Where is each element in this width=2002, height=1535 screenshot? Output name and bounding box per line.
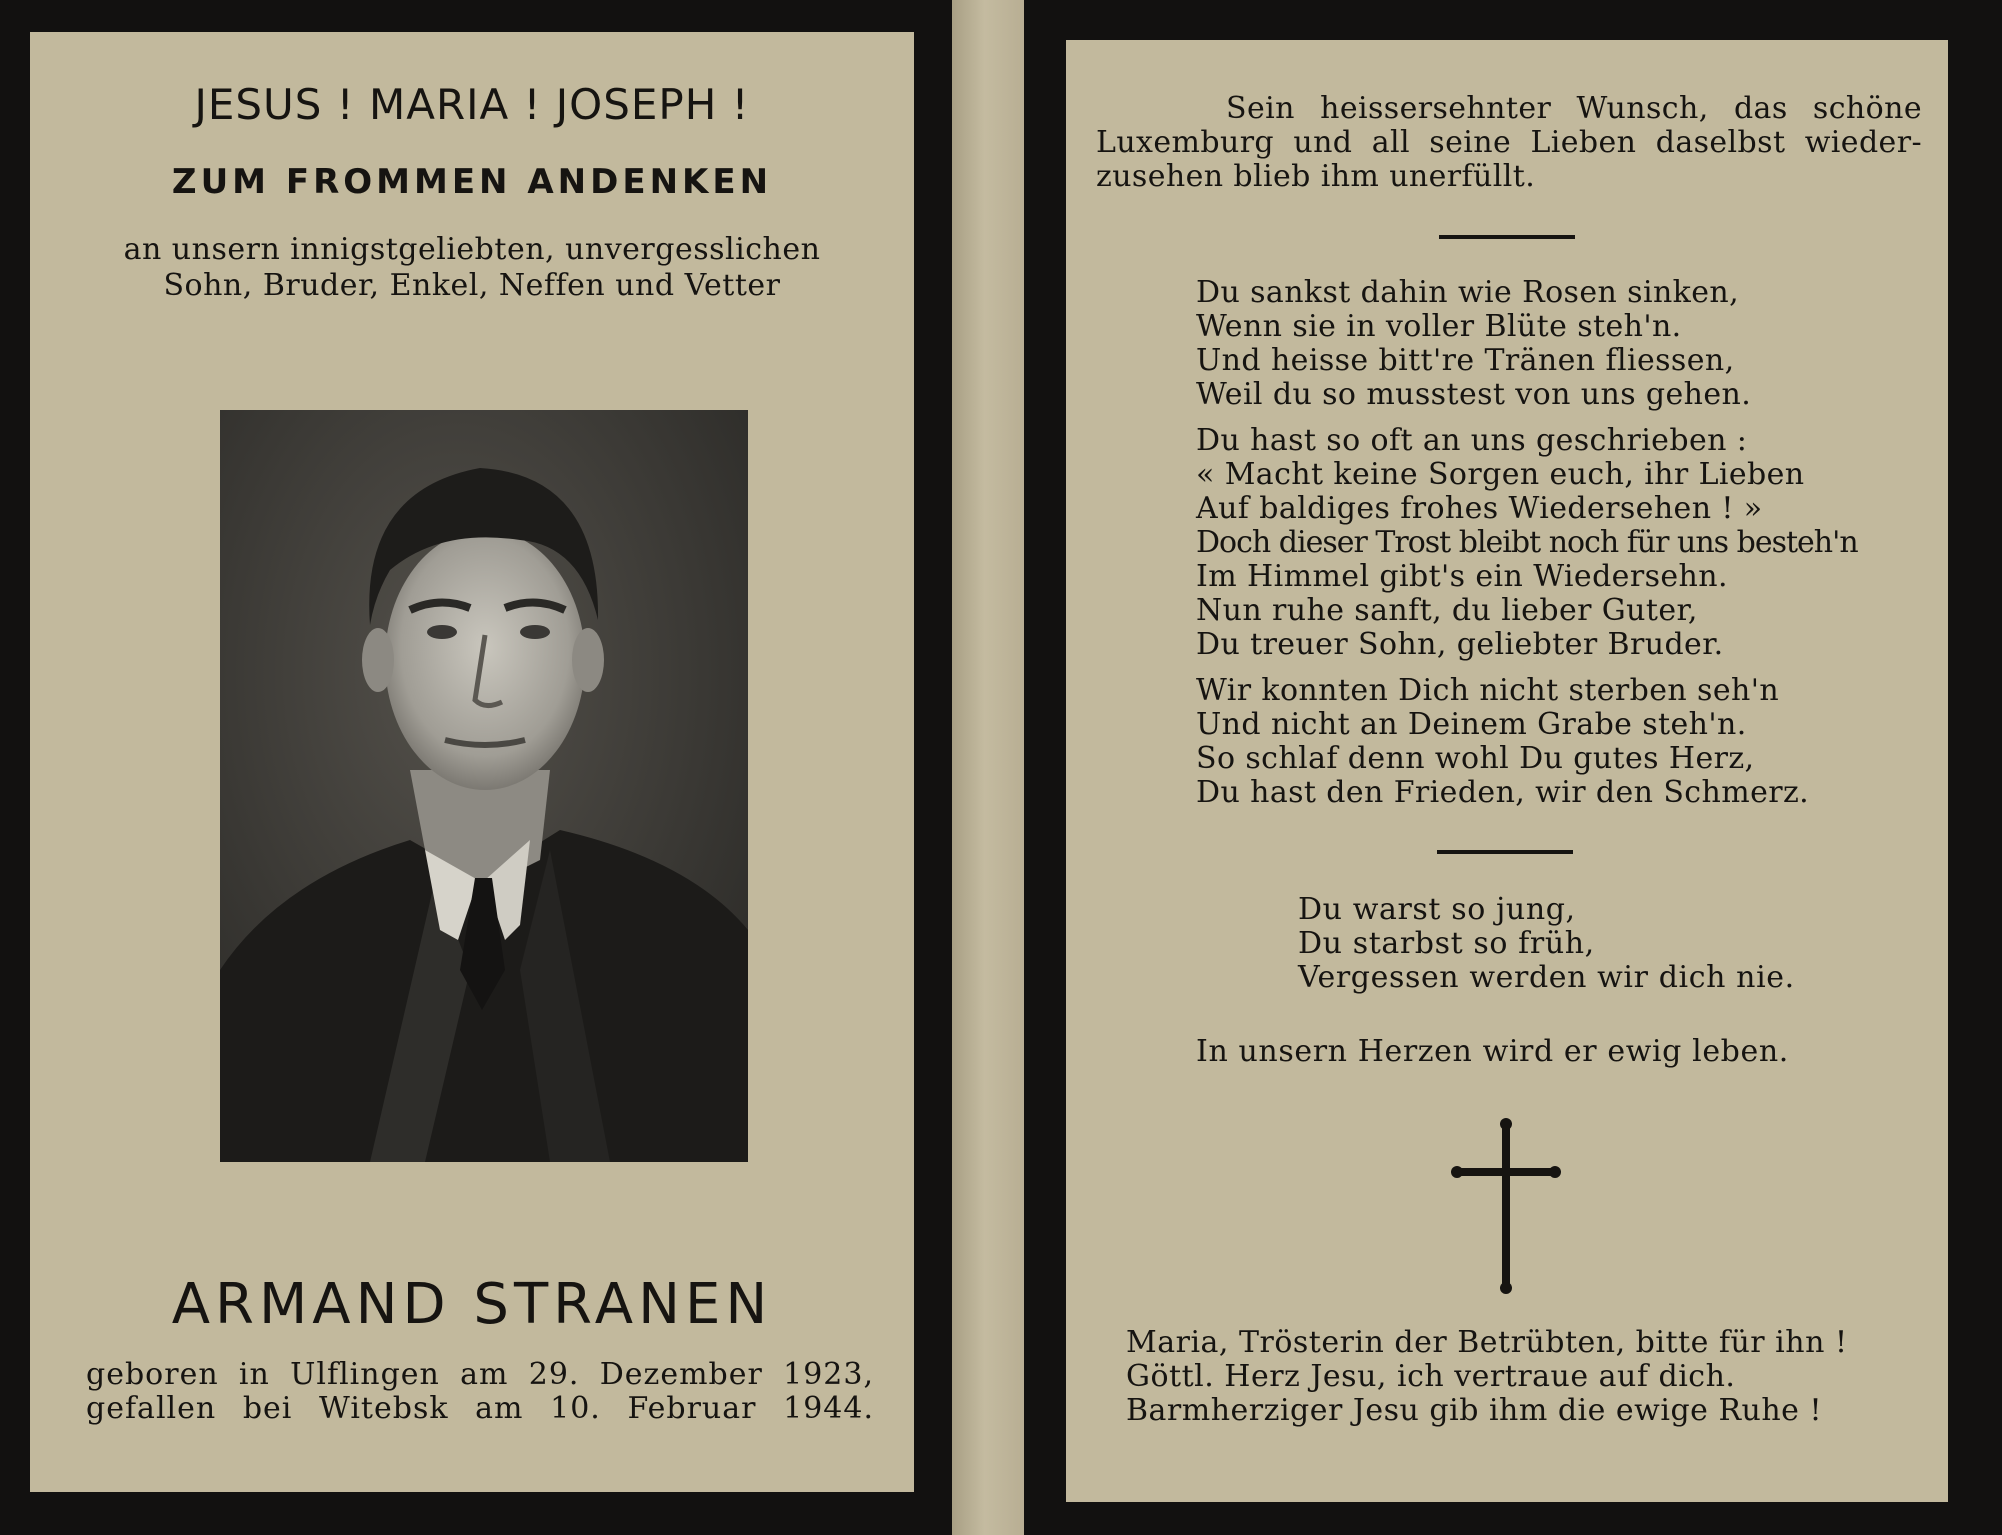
wish-paragraph <box>1096 92 1922 194</box>
poem-line: Und nicht an Deinem Grabe steh'n. <box>1196 707 1747 742</box>
vital-dates <box>86 1358 874 1426</box>
heading: ZUM FROMMEN ANDENKEN <box>171 162 773 202</box>
right-card <box>1066 40 1948 1502</box>
poem-line: Doch dieser Trost bleibt noch für uns besteh'n <box>1196 525 1858 560</box>
poem-stanza <box>1196 674 1916 810</box>
poem <box>1196 276 1916 822</box>
poem-line: Und heisse bitt're Tränen fliessen, <box>1196 343 1735 378</box>
divider-rule <box>1439 235 1575 239</box>
poem-line: Im Himmel gibt's ein Wiedersehn. <box>1196 559 1728 594</box>
verse-line: Du starbst so früh, <box>1298 926 1595 961</box>
poem-line: Auf baldiges frohes Wiedersehen ! » <box>1196 491 1763 526</box>
divider-rule <box>1437 850 1573 854</box>
birth-line: geboren in Ulflingen am 29. Dezember 1923, <box>86 1357 874 1392</box>
poem-line: Du treuer Sohn, geliebter Bruder. <box>1196 627 1724 662</box>
poem-line: Wenn sie in voller Blüte steh'n. <box>1196 309 1682 344</box>
poem-line: So schlaf denn wohl Du gutes Herz, <box>1196 741 1755 776</box>
invocation: JESUS ! MARIA ! JOSEPH ! <box>194 80 750 129</box>
poem-line: Du sankst dahin wie Rosen sinken, <box>1196 275 1740 310</box>
prayer-line: Maria, Trösterin der Betrübten, bitte für ihn ! <box>1126 1325 1848 1360</box>
poem-line: Weil du so musstest von uns gehen. <box>1196 377 1752 412</box>
poem-line: Nun ruhe sanft, du lieber Guter, <box>1196 593 1698 628</box>
poem-line: Wir konnten Dich nicht sterben seh'n <box>1196 673 1780 708</box>
dedication-line: Sohn, Bruder, Enkel, Neffen und Vetter <box>163 268 781 303</box>
wish-line: Sein heissersehnter Wunsch, das schöne <box>1226 91 1922 126</box>
prayers <box>1126 1326 1848 1428</box>
closing-line: In unsern Herzen wird er ewig leben. <box>1196 1034 1789 1069</box>
prayer-line: Barmherziger Jesu gib ihm die ewige Ruhe ! <box>1126 1393 1823 1428</box>
verse-line: Vergessen werden wir dich nie. <box>1298 960 1795 995</box>
left-card <box>30 32 914 1492</box>
poem-stanza <box>1196 424 1916 662</box>
portrait-image <box>220 410 748 1162</box>
death-line: gefallen bei Witebsk am 10. Februar 1944. <box>86 1391 874 1426</box>
wish-line: Luxemburg und all seine Lieben daselbst wieder- <box>1096 125 1922 160</box>
poem-line: Du hast so oft an uns geschrieben : <box>1196 423 1748 458</box>
center-fold <box>952 0 1024 1535</box>
portrait-photo <box>220 410 748 1162</box>
latin-cross-icon <box>1451 1118 1561 1294</box>
prayer-line: Göttl. Herz Jesu, ich vertraue auf dich. <box>1126 1359 1736 1394</box>
wish-line: zusehen blieb ihm unerfüllt. <box>1096 159 1536 194</box>
short-verse <box>1298 893 1795 995</box>
deceased-name: ARMAND STRANEN <box>171 1272 773 1337</box>
dedication-line: an unsern innigstgeliebten, unvergesslichen <box>123 232 821 267</box>
poem-stanza <box>1196 276 1916 412</box>
poem-line: « Macht keine Sorgen euch, ihr Lieben <box>1196 457 1805 492</box>
verse-line: Du warst so jung, <box>1298 892 1576 927</box>
poem-line: Du hast den Frieden, wir den Schmerz. <box>1196 775 1810 810</box>
dedication <box>30 232 914 304</box>
